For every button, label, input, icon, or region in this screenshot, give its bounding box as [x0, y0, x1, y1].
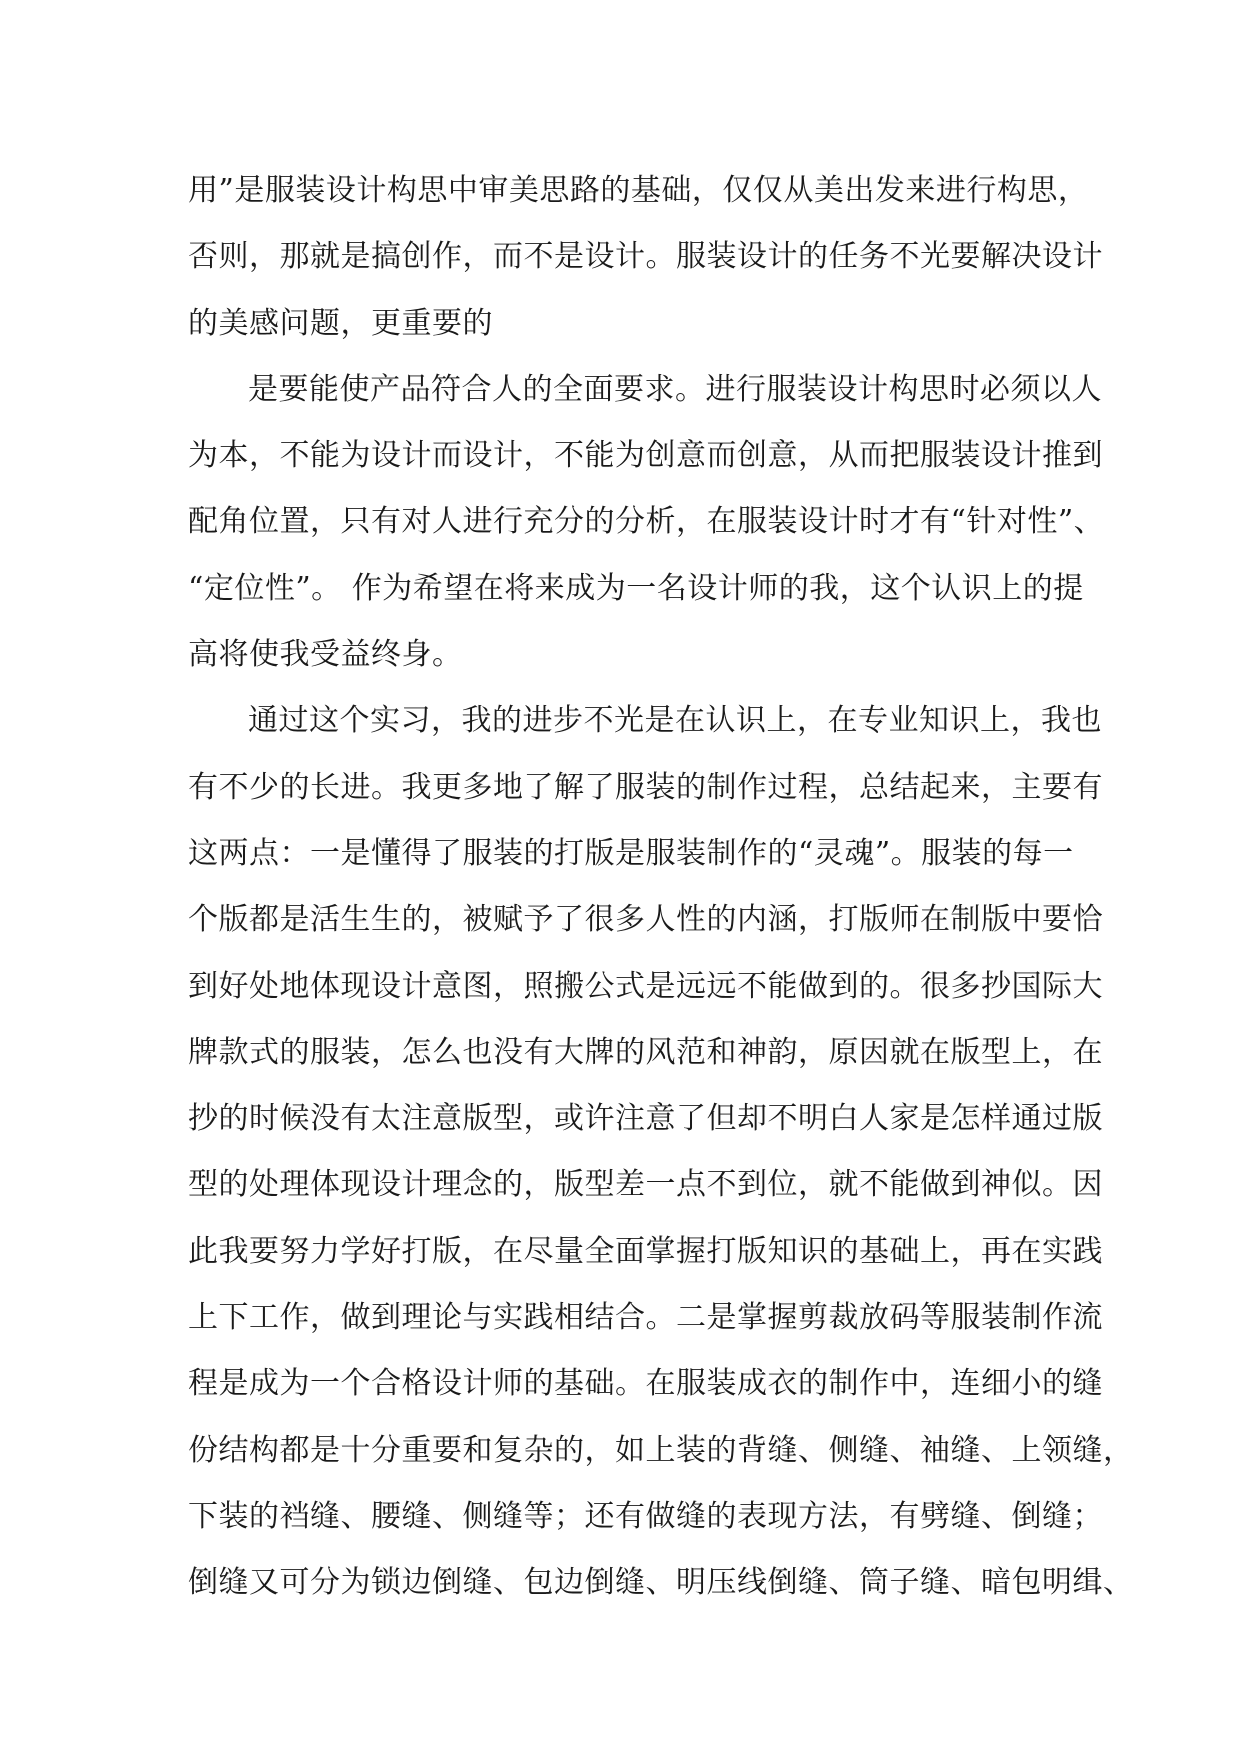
paragraph	[188, 158, 1103, 357]
text-line: 有不少的长进。我更多地了解了服装的制作过程，总结起来，主要有	[188, 769, 1103, 805]
text-line: 程是成为一个合格设计师的基础。在服装成衣的制作中，连细小的缝	[188, 1366, 1103, 1402]
text-line: 下装的裆缝、腰缝、侧缝等；还有做缝的表现方法，有劈缝、倒缝；	[188, 1498, 1103, 1534]
text-line: 通过这个实习，我的进步不光是在认识上，在专业知识上，我也	[248, 703, 1102, 739]
text-line: 个版都是活生生的，被赋予了很多人性的内涵，打版师在制版中要恰	[188, 902, 1103, 938]
text-line: 倒缝又可分为锁边倒缝、包边倒缝、明压线倒缝、筒子缝、暗包明缉、	[188, 1565, 1134, 1601]
text-line: 此我要努力学好打版，在尽量全面掌握打版知识的基础上，再在实践	[188, 1233, 1103, 1269]
text-line: 用”是服装设计构思中审美思路的基础，仅仅从美出发来进行构思，	[188, 173, 1089, 208]
text-line: 为本，不能为设计而设计，不能为创意而创意，从而把服装设计推到	[188, 438, 1103, 474]
text-line: 型的处理体现设计理念的，版型差一点不到位，就不能做到神似。因	[188, 1167, 1103, 1203]
text-line: 这两点：一是懂得了服装的打版是服装制作的“灵魂”。服装的每一	[188, 835, 1074, 871]
body-text	[188, 158, 1134, 1617]
paragraph	[188, 357, 1105, 688]
text-line: 到好处地体现设计意图，照搬公式是远远不能做到的。很多抄国际大	[188, 968, 1103, 1004]
text-line: 上下工作，做到理论与实践相结合。二是掌握剪裁放码等服装制作流	[188, 1300, 1103, 1336]
text-line: 的美感问题，更重要的	[188, 305, 493, 341]
text-line: 份结构都是十分重要和复杂的，如上装的背缝、侧缝、袖缝、上领缝，	[188, 1432, 1134, 1468]
text-line: 抄的时候没有太注意版型，或许注意了但却不明白人家是怎样通过版	[188, 1101, 1103, 1137]
text-line: 否则，那就是搞创作，而不是设计。服装设计的任务不光要解决设计	[188, 239, 1103, 275]
paragraph	[188, 688, 1134, 1616]
text-line: 是要能使产品符合人的全面要求。进行服装设计构思时必须以人	[248, 371, 1102, 407]
text-line: “定位性”。 作为希望在将来成为一名设计师的我，这个认识上的提	[188, 570, 1084, 606]
text-line: 高将使我受益终身。	[188, 637, 463, 673]
text-line: 配角位置，只有对人进行充分的分析，在服装设计时才有“针对性”、	[188, 504, 1105, 540]
text-line: 牌款式的服装，怎么也没有大牌的风范和神韵，原因就在版型上，在	[188, 1034, 1103, 1070]
